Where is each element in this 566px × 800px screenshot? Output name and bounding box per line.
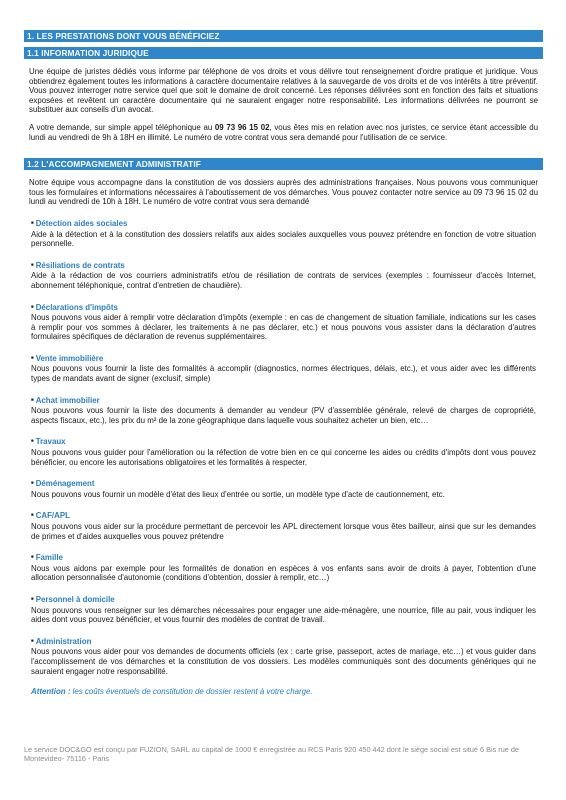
footer-legal-text: Le service DOC&GO est conçu par FUZION, SARL au capital de 1000 € enregistrée au RCS Paris 920 450 442 dont le siège social est situé 6 Bis rue de Montevideo- 75116 - Paris bbox=[24, 745, 519, 764]
service-item-demenagement bbox=[24, 479, 543, 499]
service-item-text: Nous pouvons vous fournir la liste des formalités à accomplir (diagnostics, normes électriques, délais, etc.), et vous aider avec les différents types de mandats avant de signer (exclusif, simple) bbox=[31, 364, 536, 384]
service-item-title: ■ Déclarations d'impôts bbox=[31, 303, 536, 314]
service-item-caf-apl bbox=[24, 511, 543, 541]
service-item-title: ■ Déménagement bbox=[31, 479, 536, 490]
service-item-title: ■ Résiliations de contrats bbox=[31, 261, 536, 272]
service-item-famille bbox=[24, 553, 543, 583]
service-item-text: Nous vous aidons par exemple pour les formalités de donation en espèces à vos enfants sans avoir de droits à payer, l'obtention d'une allocation personnalisée d'autonomie (conditions d'obtention, dossier à remplir, etc…) bbox=[31, 563, 536, 583]
service-item-title: ■ CAF/APL bbox=[31, 511, 536, 522]
service-item-title: ■ Personnel à domicile bbox=[31, 595, 536, 606]
service-item-text: Nous pouvons vous fournir la liste des documents à demander au vendeur (PV d'assemblée générale, relevé de charges de copropriété, aspects fiscaux, etc.), les prix du m² de la zone géographique dans laquelle vous souhaitez acheter un bien, etc… bbox=[31, 406, 536, 425]
service-item-achat-immobilier bbox=[24, 396, 543, 426]
service-item-title: ■ Administration bbox=[31, 637, 536, 648]
service-item-travaux bbox=[24, 437, 543, 467]
phone-number: 09 73 96 15 02 bbox=[214, 122, 270, 132]
service-item-declarations-impots bbox=[24, 303, 543, 342]
attention-note bbox=[24, 687, 543, 697]
service-item-text: Nous pouvons vous renseigner sur les démarches nécessaires pour engager une aide-ménagère, une nourrice, fille au pair, vous indiquer les aides dont vous pouvez bénéficier, et vous fournir des modèles de contrat de travail. bbox=[31, 605, 536, 625]
service-item-title: ■ Travaux bbox=[31, 437, 536, 448]
info-juridique-title: 1.1 INFORMATION JURIDIQUE bbox=[27, 48, 149, 58]
info-juridique-bar bbox=[24, 47, 543, 59]
service-list bbox=[24, 219, 543, 676]
service-item-text: Nous pouvons vous guider pour l'amélioration ou la réfection de votre bien en ce qui concerne les aides ou crédits d'impôts dont vous pouvez bénéficier, ou encore les autorisations obligatoires et les formalités à respecter. bbox=[31, 448, 536, 467]
service-item-title: ■ Famille bbox=[31, 553, 536, 564]
accompagnement-admin-bar bbox=[24, 158, 543, 170]
service-item-detection-aides-sociales bbox=[24, 219, 543, 249]
info-juridique-paragraph-1: Une équipe de juristes dédiés vous informe par téléphone de vos droits et vous délivre tout renseignement d'ordre pratique et juridique. Vous obtiendrez également toutes les informations à caractère documentaire relatives à la sauvegarde de vos droits et de vos intérêts à titre préventif. Vous pouvez interroger notre service quel que soit le domaine de droit concerné. Les réponses délivrées sont en fonction des faits et situations exposées et revêtent un caractère documentaire qui ne sauraient engager notre responsabilité. Les informations délivrées ne pourront se substituer aux conseils d'un avocat. bbox=[29, 67, 538, 115]
info-juridique-paragraph-2 bbox=[29, 123, 538, 142]
paragraph-2-start: A votre demande, sur simple appel téléphonique au bbox=[29, 122, 215, 132]
service-item-text: Nous pouvons vous aider sur la procédure permettant de percevoir les APL directement lorsque vous êtes bailleur, ainsi que sur les demandes de primes et d'aides auxquelles vous pouvez prétendre bbox=[31, 522, 536, 541]
service-item-title: ■ Détection aides sociales bbox=[31, 219, 536, 230]
service-item-title: ■ Vente immobilière bbox=[31, 354, 536, 365]
attention-label: Attention : bbox=[31, 687, 71, 697]
paragraph-2-end: , vous êtes mis en relation avec nos juristes, ce service étant accessible du lundi au vendredi de 9h à 18H en illimité. Le numéro de votre contrat vous sera demandé pour l'utilisation de ce service. bbox=[29, 122, 538, 142]
accompagnement-admin-title: 1.2 L'ACCOMPAGNEMENT ADMINISTRATIF bbox=[27, 159, 201, 170]
service-item-text: Aide à la rédaction de vos courriers administratifs et/ou de résiliation de contrats de services (exemples : fournisseur d'accès Internet, abonnement téléphonique, contrat d'entretien de chaudière). bbox=[31, 271, 536, 290]
document-page bbox=[24, 30, 543, 697]
section-title: 1. LES PRESTATIONS DONT VOUS BÉNÉFICIEZ bbox=[27, 31, 220, 41]
service-item-vente-immobiliere bbox=[24, 354, 543, 384]
service-item-title: ■ Achat immobilier bbox=[31, 396, 536, 407]
accompagnement-admin-intro: Notre équipe vous accompagne dans la constitution de vos dossiers auprès des administrations françaises. Nous pouvons vous communiquer tous les formulaires et informations nécessaires à l'aboutissement de vos démarches. Vous pouvez contacter notre service au 09 73 96 15 02 du lundi au vendredi de 10h à 18H. Le numéro de votre contrat vous sera demandé bbox=[29, 178, 538, 207]
service-item-administration bbox=[24, 637, 543, 676]
service-item-text: Aide à la détection et à la constitution des dossiers relatifs aux aides sociales auxquelles vous pouvez prétendre en fonction de votre situation personnelle. bbox=[31, 229, 536, 249]
attention-text: les coûts éventuels de constitution de dossier restent à votre charge. bbox=[70, 687, 313, 697]
service-item-text: Nous pouvons vous fournir un modèle d'état des lieux d'entrée ou sortie, un modèle type d'acte de cautionnement, etc. bbox=[31, 489, 445, 499]
service-item-text: Nous pouvons vous aider à remplir votre déclaration d'impôts (exemple : en cas de changement de situation familiale, indications sur les cases à remplir pour vos sommes à déclarer, les traitements à ne pas déclarer, etc.) et nous pouvons vous assister dans la déclaration d'autres formulaires spécifiques de déclaration de revenus supplémentaires. bbox=[31, 313, 536, 342]
service-item-resiliations-contrats bbox=[24, 261, 543, 291]
service-item-text: Nous pouvons vous aider pour vos demandes de documents officiels (ex : carte grise, passeport, actes de mariage, etc…) et vous guider dans l'accomplissement de vos démarches et la constitution de vos dossiers. Les modèles communiqués sont des documents génériques qui ne sauraient engager notre responsabilité. bbox=[31, 647, 536, 676]
section-title-bar bbox=[24, 30, 543, 42]
service-item-personnel-domicile bbox=[24, 595, 543, 625]
